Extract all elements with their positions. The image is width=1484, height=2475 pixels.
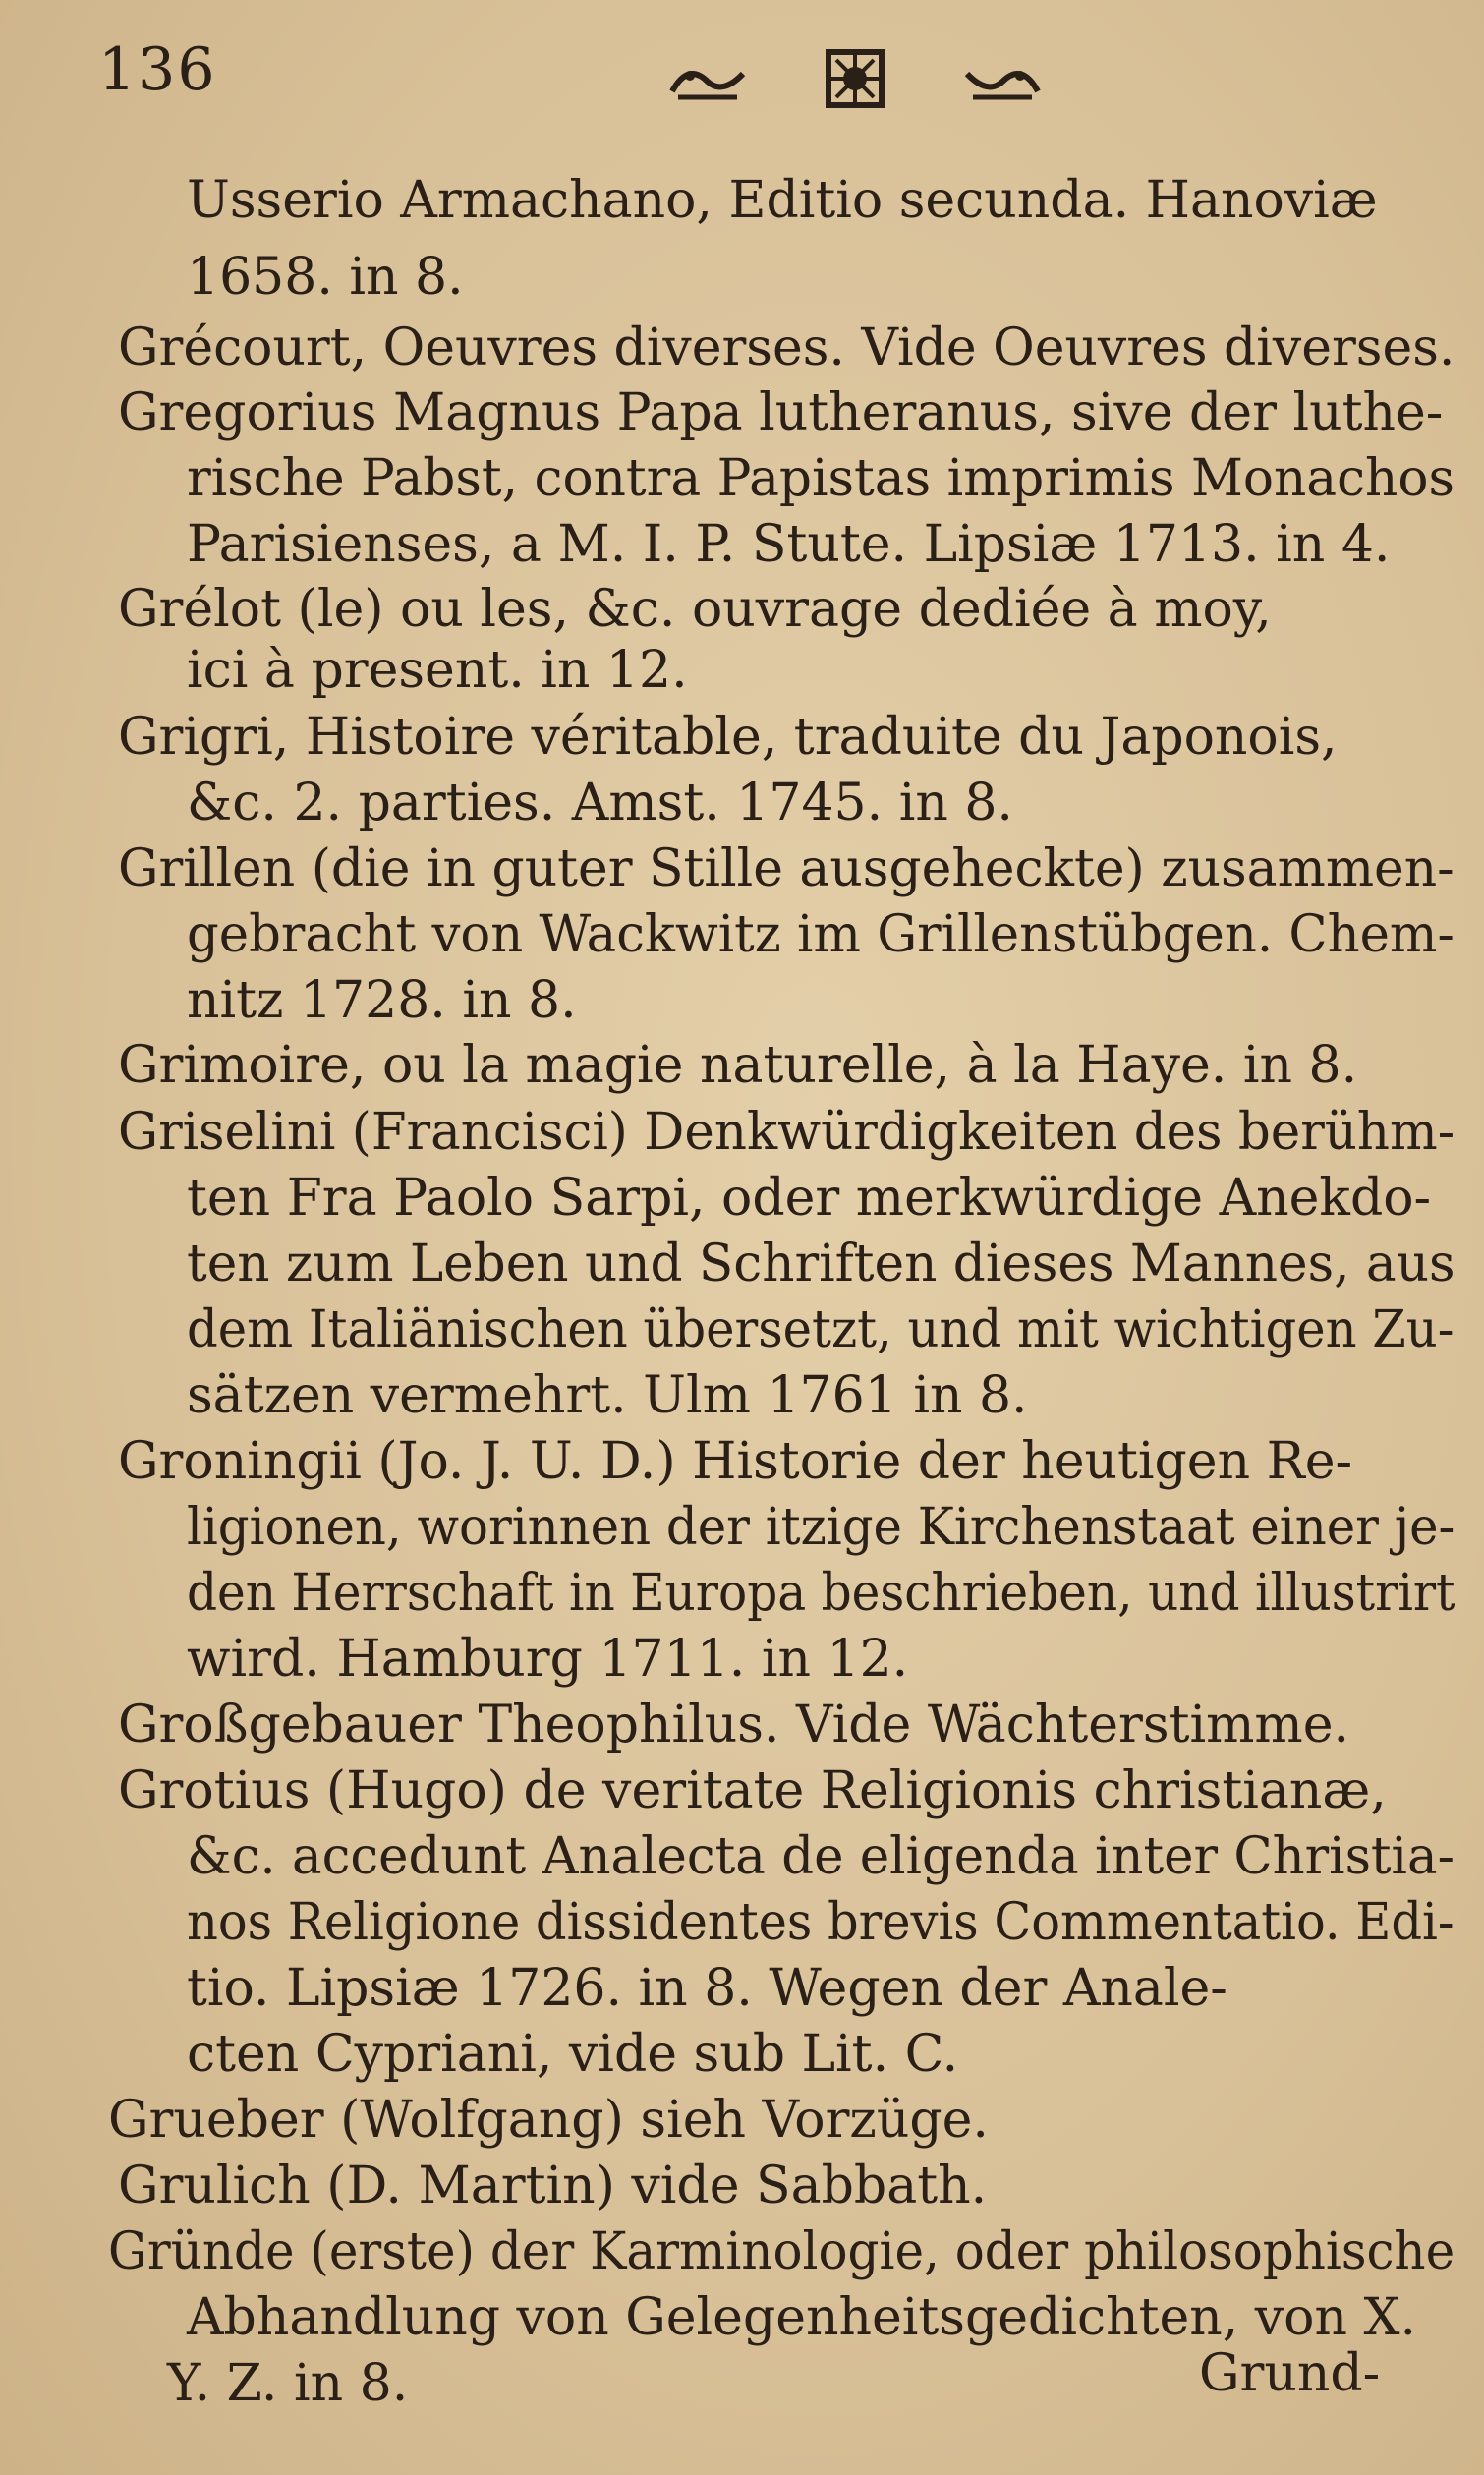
text-line: wird. Hamburg 1711. in 12. — [187, 1630, 909, 1689]
text-line: Grélot (le) ou les, &c. ouvrage dediée à moy, — [118, 580, 1272, 639]
text-line: nos Religione dissidentes brevis Commentatio. Edi- — [187, 1893, 1455, 1952]
ornament-left-icon — [668, 54, 747, 103]
text-line: Grotius (Hugo) de veritate Religionis christianæ, — [118, 1761, 1387, 1820]
page-number: 136 — [98, 35, 217, 104]
text-line: 1658. in 8. — [187, 248, 464, 307]
text-line: ligionen, worinnen der itzige Kirchenstaat einer je- — [187, 1498, 1455, 1557]
text-line: &c. 2. parties. Amst. 1745. in 8. — [187, 774, 1013, 833]
text-line: Grécourt, Oeuvres diverses. Vide Oeuvres diverses. — [118, 318, 1455, 377]
page-header — [98, 29, 1396, 118]
text-line: Abhandlung von Gelegenheitsgedichten, von X. — [187, 2288, 1417, 2347]
text-line: Grillen (die in guter Stille ausgeheckte) zusammen- — [118, 839, 1455, 898]
text-line: ici à present. in 12. — [187, 641, 688, 700]
text-line: sätzen vermehrt. Ulm 1761 in 8. — [187, 1366, 1028, 1425]
text-line: Usserio Armachano, Editio secunda. Hanoviæ — [187, 171, 1378, 230]
text-line: den Herrschaft in Europa beschrieben, und illustrirt — [187, 1564, 1455, 1623]
text-line: ten zum Leben und Schriften dieses Mannes, aus — [187, 1235, 1455, 1294]
text-line: Großgebauer Theophilus. Vide Wächterstimme. — [118, 1696, 1350, 1755]
text-line: tio. Lipsiæ 1726. in 8. Wegen der Anale- — [187, 1959, 1227, 2018]
text-line: Gregorius Magnus Papa lutheranus, sive der luthe- — [118, 383, 1444, 442]
catchword: Grund- — [1199, 2344, 1381, 2403]
text-line: Groningii (Jo. J. U. D.) Historie der heutigen Re- — [118, 1432, 1353, 1491]
text-line: gebracht von Wackwitz im Grillenstübgen. Chem- — [187, 905, 1455, 964]
ornament-flower-icon — [821, 44, 889, 113]
text-line: Grigri, Histoire véritable, traduite du Japonois, — [118, 708, 1338, 767]
text-line: Griselini (Francisci) Denkwürdigkeiten des berühm- — [118, 1103, 1455, 1162]
text-line: Gründe (erste) der Karminologie, oder philosophische — [108, 2222, 1455, 2281]
text-line: Parisienses, a M. I. P. Stute. Lipsiæ 1713. in 4. — [187, 515, 1391, 574]
text-line: ten Fra Paolo Sarpi, oder merkwürdige Anekdo- — [187, 1169, 1432, 1228]
text-line: Y. Z. in 8. — [167, 2354, 409, 2413]
text-line: Grueber (Wolfgang) sieh Vorzüge. — [108, 2091, 989, 2150]
text-line: dem Italiänischen übersetzt, und mit wichtigen Zu- — [187, 1300, 1455, 1359]
text-line: nitz 1728. in 8. — [187, 971, 577, 1030]
text-line: &c. accedunt Analecta de eligenda inter Christia- — [187, 1827, 1455, 1886]
text-line: Grulich (D. Martin) vide Sabbath. — [118, 2157, 988, 2216]
text-line: Grimoire, ou la magie naturelle, à la Haye. in 8. — [118, 1036, 1358, 1095]
text-line: rische Pabst, contra Papistas imprimis Monachos — [187, 449, 1455, 508]
header-ornament — [668, 39, 1042, 118]
ornament-right-icon — [963, 54, 1042, 103]
text-line: cten Cypriani, vide sub Lit. C. — [187, 2025, 959, 2084]
